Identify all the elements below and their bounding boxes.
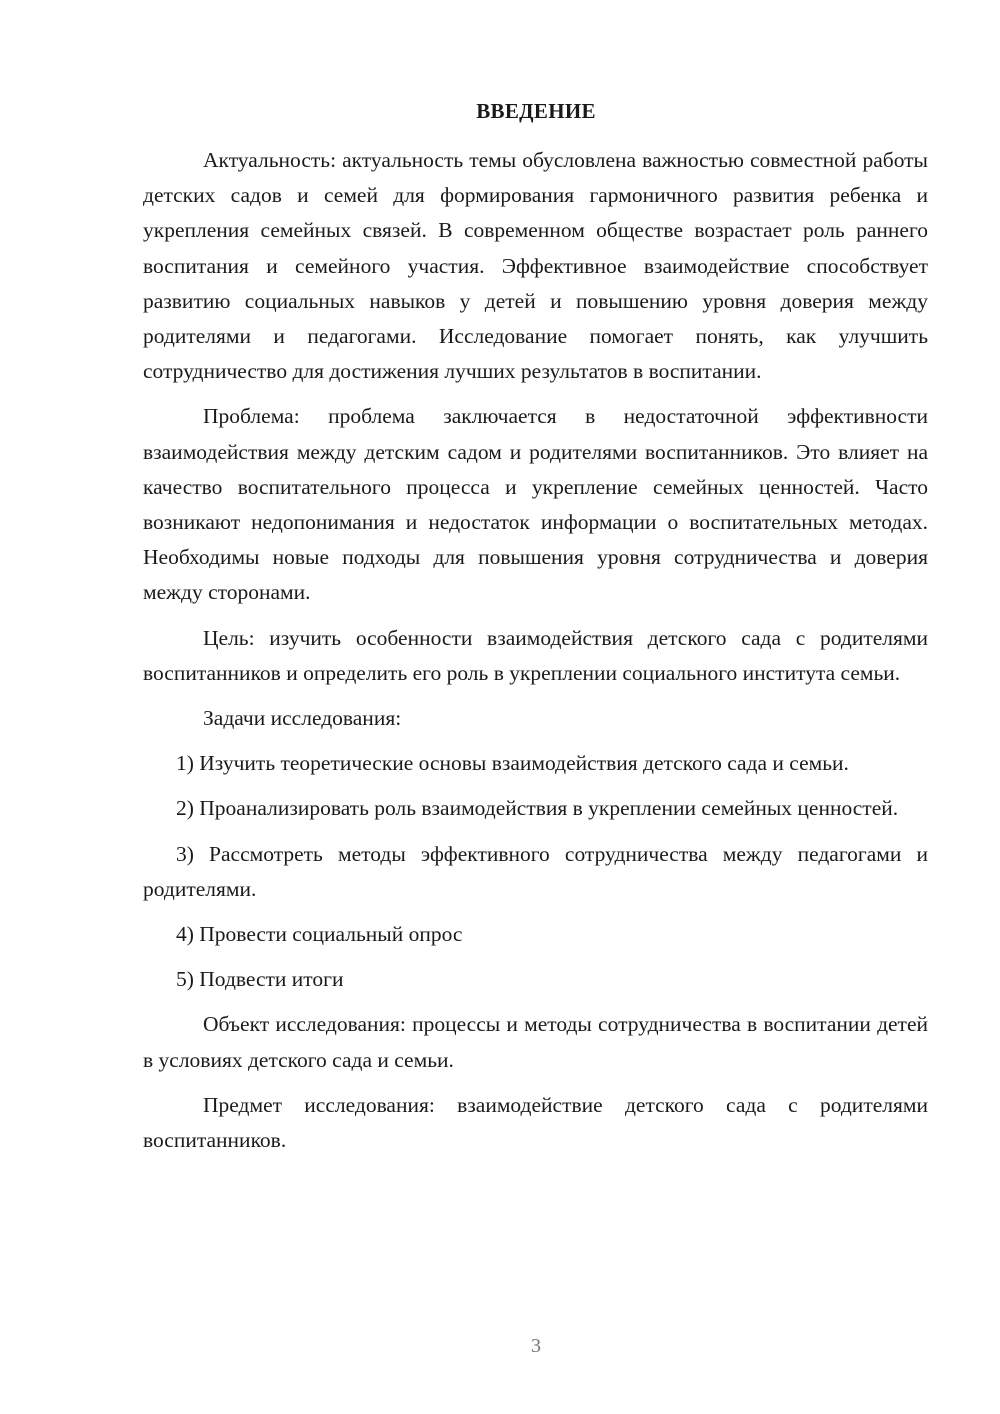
task-item-5: 5) Подвести итоги (176, 967, 344, 992)
tasks-heading: Задачи исследования: (203, 706, 402, 731)
task-item-2: 2) Проанализировать роль взаимодействия в укреплении семейных ценностей. (176, 796, 899, 821)
section-title: ВВЕДЕНИЕ (476, 99, 596, 123)
paragraph-problem: Проблема: проблема заключается в недостаточной эффективности взаимодействия между детским садом и родителями воспитанников. Это влияет на качество воспитательного процесса и укрепление семейных ценностей. Часто возникают недопонимания и недостаток информации о воспитательных методах. Необходимы новые подходы для повышения уровня сотрудничества и доверия между сторонами. (143, 404, 928, 605)
paragraph-relevance: Актуальность: актуальность темы обусловлена важностью совместной работы детских садов и семей для формирования гармоничного развития ребенка и укрепления семейных связей. В современном обществе возрастает роль раннего воспитания и семейного участия. Эффективное взаимодействие способствует развитию социальных навыков у детей и повышению уровня доверия между родителями и педагогами. Исследование помогает понять, как улучшить сотрудничество для достижения лучших результатов в воспитании. (143, 148, 928, 384)
task-item-4: 4) Провести социальный опрос (176, 922, 463, 947)
paragraph-object: Объект исследования: процессы и методы сотрудничества в воспитании детей в условиях детского сада и семьи. (143, 1012, 928, 1072)
task-item-1: 1) Изучить теоретические основы взаимодействия детского сада и семьи. (176, 751, 849, 776)
document-body (143, 143, 928, 1158)
page-number: 3 (531, 1335, 541, 1357)
paragraph-subject: Предмет исследования: взаимодействие детского сада с родителями воспитанников. (143, 1092, 928, 1153)
task-item-3: 3) Рассмотреть методы эффективного сотрудничества между педагогами и родителями. (143, 841, 928, 901)
paragraph-goal: Цель: изучить особенности взаимодействия детского сада с родителями воспитанников и определить его роль в укреплении социального института семьи. (143, 625, 928, 685)
